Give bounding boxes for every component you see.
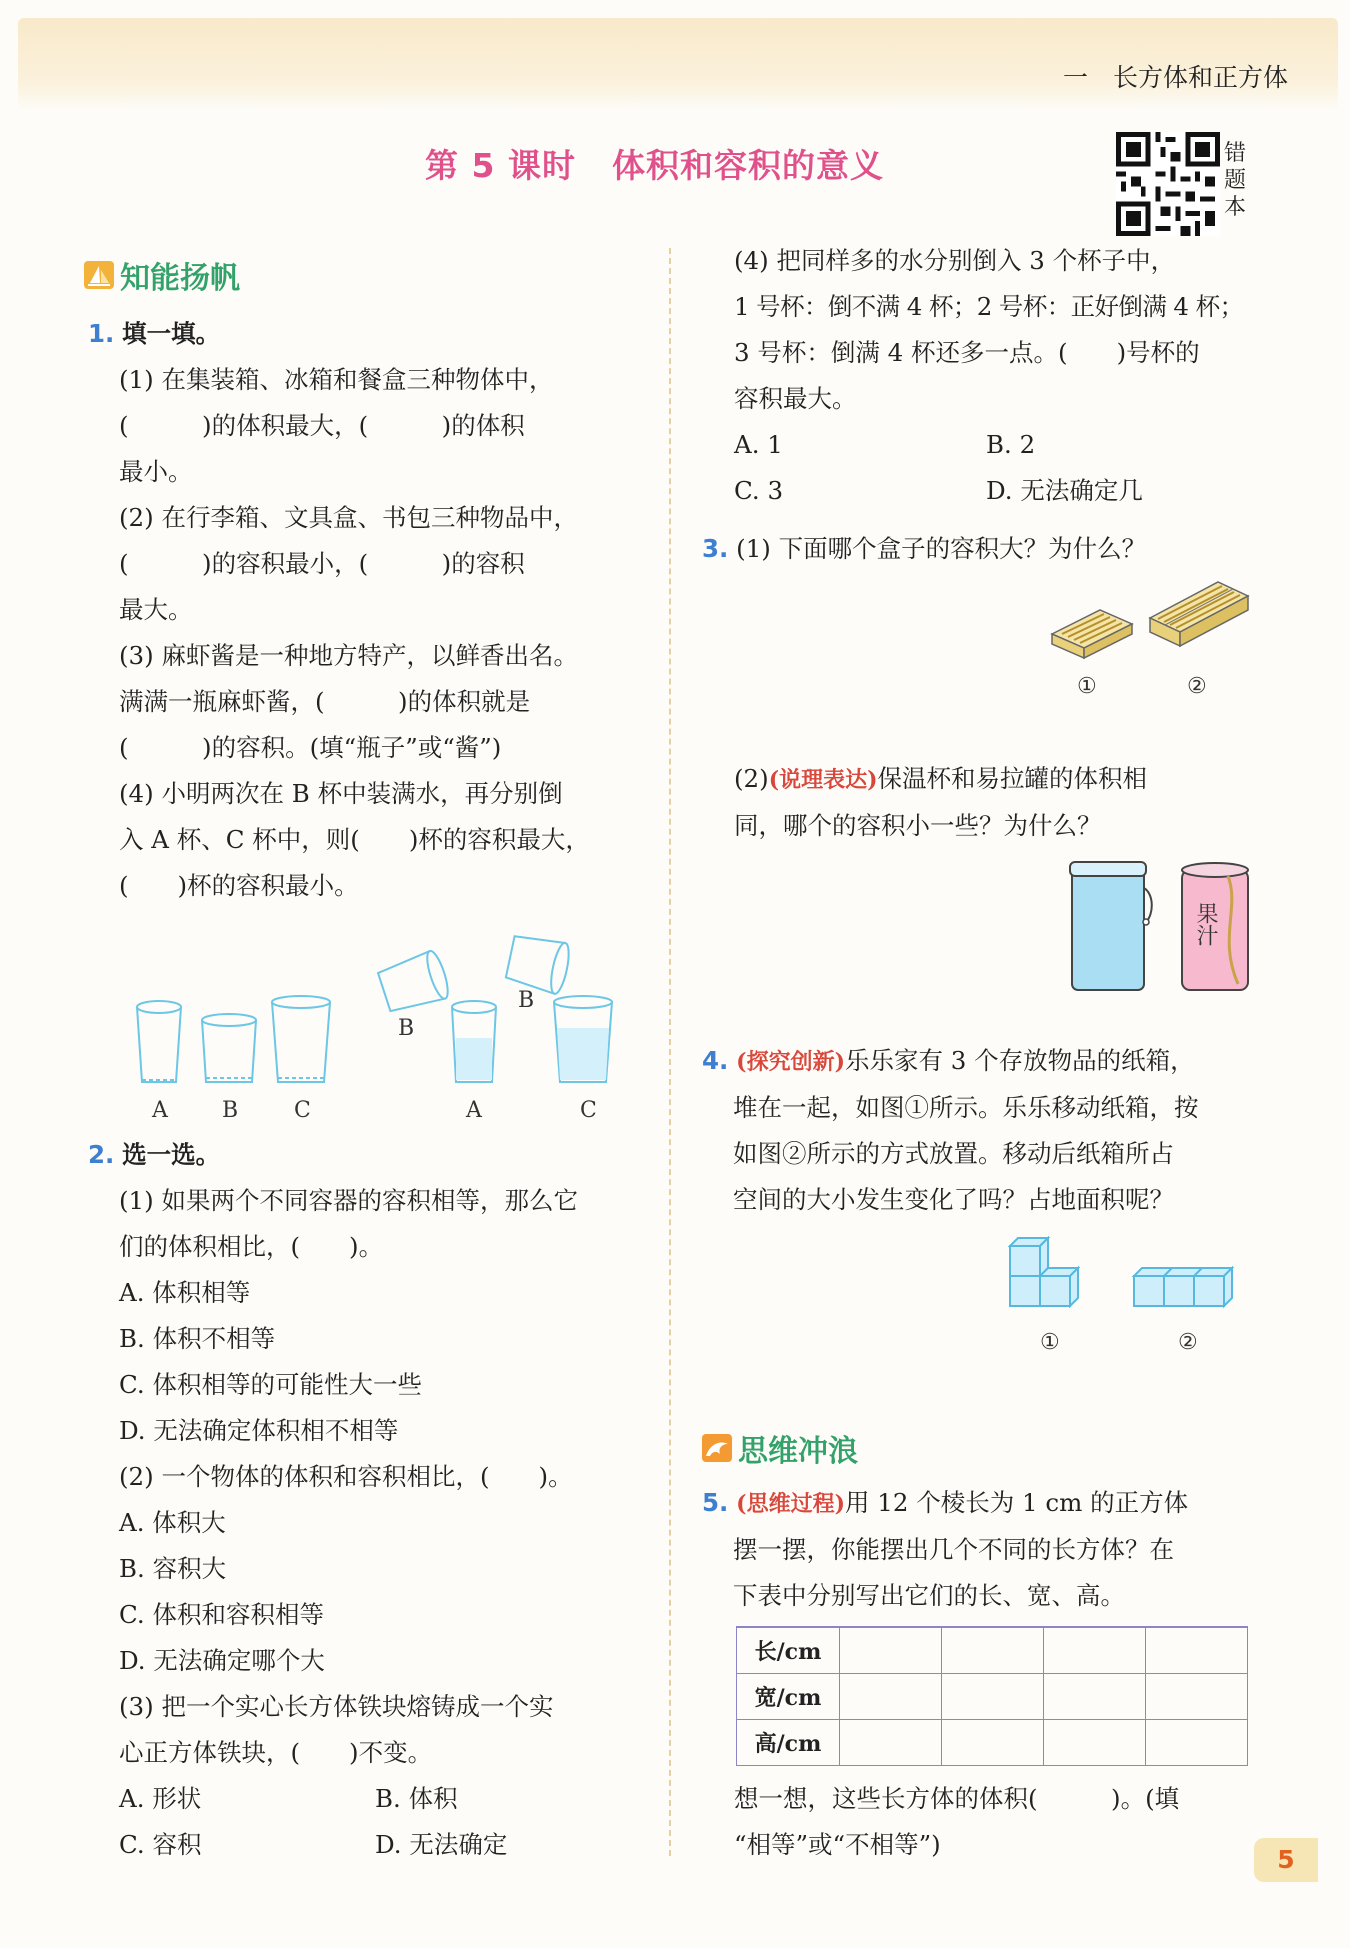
cup-c-right bbox=[554, 996, 612, 1082]
option[interactable]: A. 体积相等 bbox=[119, 1278, 251, 1307]
figure-caption: ① bbox=[1077, 674, 1097, 699]
cup-c-left bbox=[272, 996, 330, 1082]
question-text: “相等”或“不相等”) bbox=[734, 1830, 941, 1859]
question-4 bbox=[702, 1038, 1262, 1223]
cup-b-tilted-1 bbox=[377, 949, 452, 1016]
answer-cell[interactable] bbox=[1044, 1673, 1146, 1719]
question-number: 3. bbox=[702, 534, 729, 563]
question-text: 保温杯和易拉罐的体积相 bbox=[877, 764, 1148, 793]
option[interactable]: B. 体积不相等 bbox=[119, 1324, 276, 1353]
question-text: (1) 下面哪个盒子的容积大？为什么？ bbox=[736, 534, 1147, 563]
answer-cell[interactable] bbox=[942, 1673, 1044, 1719]
cup-label: B bbox=[222, 1098, 239, 1123]
option[interactable]: D. 无法确定哪个大 bbox=[119, 1646, 325, 1675]
option[interactable]: D. 无法确定体积相不相等 bbox=[119, 1416, 399, 1445]
question-text: 最大。 bbox=[119, 595, 193, 624]
wave-icon bbox=[702, 1434, 732, 1462]
question-3-part-2 bbox=[734, 756, 1254, 849]
question-text: 乐乐家有 3 个存放物品的纸箱， bbox=[844, 1046, 1195, 1075]
question-text: 摆一摆，你能摆出几个不同的长方体？在 bbox=[733, 1535, 1174, 1564]
cup-label: A bbox=[466, 1098, 482, 1123]
question-5-followup bbox=[734, 1776, 1254, 1868]
option[interactable]: A. 体积大 bbox=[119, 1508, 226, 1537]
answer-cell[interactable] bbox=[840, 1627, 942, 1673]
question-2-part-4 bbox=[734, 238, 1254, 514]
answer-cell[interactable] bbox=[840, 1673, 942, 1719]
question-text: (3) 把一个实心长方体铁块熔铸成一个实 bbox=[119, 1692, 554, 1721]
question-5 bbox=[702, 1480, 1262, 1619]
question-text: 最小。 bbox=[119, 457, 193, 486]
lesson-title bbox=[425, 140, 884, 187]
question-text: 用 12 个棱长为 1 cm 的正方体 bbox=[844, 1488, 1189, 1517]
table-row bbox=[737, 1673, 1248, 1719]
qr-label-char: 错 bbox=[1224, 141, 1247, 166]
arrangement-1 bbox=[1010, 1238, 1078, 1306]
answer-cell[interactable] bbox=[1044, 1719, 1146, 1765]
option[interactable]: B. 容积大 bbox=[119, 1554, 227, 1583]
answer-cell[interactable] bbox=[1044, 1627, 1146, 1673]
box-2 bbox=[1150, 582, 1248, 646]
question-text: (4) 把同样多的水分别倒入 3 个杯子中， bbox=[734, 246, 1176, 275]
sail-icon bbox=[84, 261, 114, 289]
question-text: 下表中分别写出它们的长、宽、高。 bbox=[733, 1581, 1125, 1610]
answer-cell[interactable] bbox=[1146, 1673, 1248, 1719]
question-text: 空间的大小发生变化了吗？占地面积呢？ bbox=[733, 1185, 1174, 1214]
cup-label: B bbox=[398, 1016, 415, 1041]
question-text: 满满一瓶麻虾酱，( )的体积就是 bbox=[119, 687, 531, 716]
question-title: 选一选。 bbox=[122, 1140, 221, 1169]
section-title: 知能扬帆 bbox=[120, 261, 240, 296]
lesson-name: 体积和容积的意义 bbox=[611, 146, 884, 185]
cup-b-left bbox=[202, 1014, 256, 1082]
row-header: 长/cm bbox=[737, 1627, 840, 1673]
question-text: ( )的容积。(填“瓶子”或“酱”) bbox=[119, 733, 502, 762]
question-text: (1) 在集装箱、冰箱和餐盒三种物体中， bbox=[119, 365, 554, 394]
option[interactable]: C. 3 bbox=[734, 476, 784, 505]
table-row bbox=[737, 1719, 1248, 1765]
question-text: (3) 麻虾酱是一种地方特产，以鲜香出名。 bbox=[119, 641, 578, 670]
option[interactable]: D. 无法确定几 bbox=[986, 476, 1143, 505]
unit-title: 一 长方体和正方体 bbox=[1062, 63, 1288, 92]
question-text: 想一想，这些长方体的体积( )。(填 bbox=[734, 1784, 1180, 1813]
qr-label-char: 本 bbox=[1224, 195, 1247, 220]
lesson-number: 第 5 课时 bbox=[425, 146, 576, 185]
question-1 bbox=[88, 311, 648, 909]
question-text: 入 A 杯、C 杯中，则( )杯的容积最大， bbox=[119, 825, 590, 854]
question-text: (4) 小明两次在 B 杯中装满水，再分别倒 bbox=[119, 779, 563, 808]
cup-b-tilted-2 bbox=[505, 932, 573, 995]
answer-cell[interactable] bbox=[1146, 1719, 1248, 1765]
question-text: (2) 在行李箱、文具盒、书包三种物品中， bbox=[119, 503, 578, 532]
question-text: 3 号杯：倒满 4 杯还多一点。( )号杯的 bbox=[734, 338, 1200, 367]
option[interactable]: A. 形状 bbox=[119, 1784, 202, 1813]
answer-cell[interactable] bbox=[942, 1627, 1044, 1673]
option[interactable]: D. 无法确定 bbox=[375, 1830, 508, 1859]
question-text: 们的体积相比，( )。 bbox=[119, 1232, 384, 1261]
row-header: 高/cm bbox=[737, 1719, 840, 1765]
figure-caption: ② bbox=[1187, 674, 1207, 699]
question-text: ( )的体积最大，( )的体积 bbox=[119, 411, 525, 440]
qr-label-char: 题 bbox=[1224, 168, 1247, 193]
answer-cell[interactable] bbox=[1146, 1627, 1248, 1673]
question-text: 如图②所示的方式放置。移动后纸箱所占 bbox=[733, 1139, 1174, 1168]
section-title: 思维冲浪 bbox=[738, 1434, 858, 1469]
cup-and-can-figure bbox=[1068, 858, 1258, 994]
row-header: 宽/cm bbox=[737, 1673, 840, 1719]
column-divider bbox=[669, 248, 671, 1856]
page-number: 5 bbox=[1254, 1838, 1318, 1882]
cup-label: C bbox=[580, 1098, 597, 1123]
pencil-boxes-figure bbox=[1040, 576, 1250, 666]
option[interactable]: C. 体积和容积相等 bbox=[119, 1600, 324, 1629]
question-number: 2. bbox=[88, 1140, 115, 1169]
section-heading-2 bbox=[702, 1426, 858, 1470]
question-2 bbox=[88, 1132, 648, 1868]
figure-caption: ① bbox=[1040, 1330, 1060, 1355]
question-text: 1 号杯：倒不满 4 杯；2 号杯：正好倒满 4 杯； bbox=[734, 292, 1244, 321]
option[interactable]: A. 1 bbox=[734, 430, 783, 459]
arrangement-2 bbox=[1134, 1268, 1232, 1306]
thermos-cup bbox=[1070, 862, 1152, 990]
question-text: 堆在一起，如图①所示。乐乐移动纸箱，按 bbox=[733, 1093, 1199, 1122]
dimensions-table bbox=[736, 1626, 1248, 1766]
question-text: (2) bbox=[734, 764, 769, 793]
question-text: (2) 一个物体的体积和容积相比，( )。 bbox=[119, 1462, 573, 1491]
question-number: 4. bbox=[702, 1046, 729, 1075]
option[interactable]: B. 体积 bbox=[375, 1784, 458, 1813]
option[interactable]: B. 2 bbox=[986, 430, 1036, 459]
option[interactable]: C. 体积相等的可能性大一些 bbox=[119, 1370, 422, 1399]
box-1 bbox=[1052, 610, 1132, 658]
cup-a-right bbox=[452, 1001, 496, 1082]
can-label: 果汁 bbox=[1193, 902, 1218, 946]
cups-figure bbox=[120, 910, 640, 1120]
cup-label: A bbox=[152, 1098, 168, 1123]
qr-code[interactable] bbox=[1116, 132, 1220, 236]
question-tag: (探究创新) bbox=[736, 1049, 845, 1075]
cup-label: C bbox=[294, 1098, 311, 1123]
answer-cell[interactable] bbox=[942, 1719, 1044, 1765]
answer-cell[interactable] bbox=[840, 1719, 942, 1765]
cup-a-left bbox=[137, 1001, 181, 1082]
cup-label: B bbox=[518, 988, 535, 1013]
question-text: ( )杯的容积最小。 bbox=[119, 871, 359, 900]
question-title: 填一填。 bbox=[122, 319, 221, 348]
option[interactable]: C. 容积 bbox=[119, 1830, 202, 1859]
question-text: 容积最大。 bbox=[734, 384, 857, 413]
question-tag: (思维过程) bbox=[736, 1491, 845, 1517]
question-number: 1. bbox=[88, 319, 115, 348]
question-text: (1) 如果两个不同容器的容积相等，那么它 bbox=[119, 1186, 578, 1215]
question-number: 5. bbox=[702, 1488, 729, 1517]
question-tag: (说理表达) bbox=[768, 767, 878, 793]
question-3 bbox=[702, 526, 1262, 572]
table-row bbox=[737, 1627, 1248, 1673]
question-text: ( )的容积最小，( )的容积 bbox=[119, 549, 525, 578]
question-text: 心正方体铁块，( )不变。 bbox=[119, 1738, 433, 1767]
qr-label bbox=[1224, 140, 1248, 221]
boxes-arrangement-figure bbox=[1008, 1236, 1258, 1316]
question-text: 同，哪个的容积小一些？为什么？ bbox=[734, 811, 1102, 840]
section-heading-1 bbox=[84, 253, 240, 297]
figure-caption: ② bbox=[1178, 1330, 1198, 1355]
